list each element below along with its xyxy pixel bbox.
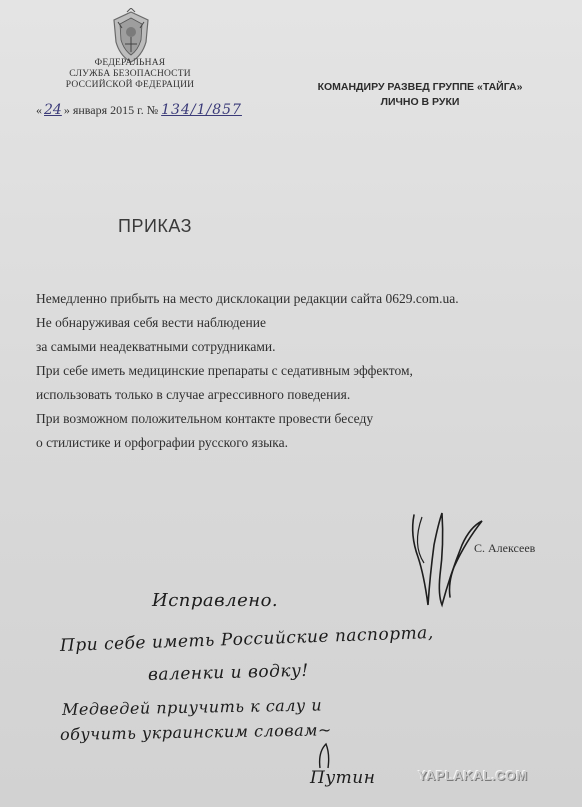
addressee-line-1: КОМАНДИРУ РАЗВЕД ГРУППЕ «ТАЙГА»: [317, 81, 523, 93]
handwritten-note-line-2: При себе иметь Российские паспорта,: [59, 622, 435, 656]
addressee-block: [270, 80, 570, 110]
date-month-year: » января 2015 г. №: [63, 103, 159, 117]
body-line: о стилистике и орфографии русского языка.: [36, 435, 288, 450]
handwritten-note-line-1: Исправлено.: [152, 590, 279, 611]
fsb-emblem-icon: [108, 8, 154, 64]
org-line-1: ФЕДЕРАЛЬНАЯ: [94, 58, 166, 68]
handwritten-note-line-4: Медведей приучить к салу и: [61, 695, 323, 719]
body-line: При возможном положительном контакте провести беседу: [36, 411, 374, 426]
org-line-2: СЛУЖБА БЕЗОПАСНОСТИ: [69, 69, 191, 79]
site-watermark: YAPLAKAL.COM: [418, 768, 528, 783]
date-day: 24: [44, 102, 62, 118]
body-line: Немедленно прибыть на место дисклокации редакции сайта 0629.com.ua.: [36, 291, 459, 306]
handwritten-note-line-3: валенки и водку!: [147, 660, 309, 685]
handwritten-flourish: [300, 740, 370, 770]
document-title: ПРИКАЗ: [118, 216, 193, 236]
handwritten-signature-name: Путин: [310, 768, 376, 788]
org-line-3: РОССИЙСКОЙ ФЕДЕРАЦИИ: [65, 80, 195, 90]
order-body: [36, 287, 556, 455]
body-line: Не обнаруживая себя вести наблюдение: [36, 315, 266, 330]
body-line: использовать только в случае агрессивного поведения.: [36, 387, 351, 402]
registration-number: 134/1/857: [161, 102, 242, 118]
handwritten-note-line-5: обучить украинским словам~: [59, 720, 332, 744]
date-open-quote: «: [36, 103, 42, 117]
date-line: [36, 102, 242, 118]
organization-name: [50, 58, 210, 91]
signer-name: С. Алексеев: [474, 541, 536, 555]
signature-mark: [404, 505, 484, 615]
addressee-line-2: ЛИЧНО В РУКИ: [380, 96, 460, 108]
body-line: При себе иметь медицинские препараты с седативным эффектом,: [36, 363, 413, 378]
body-line: за самыми неадекватными сотрудниками.: [36, 339, 276, 354]
